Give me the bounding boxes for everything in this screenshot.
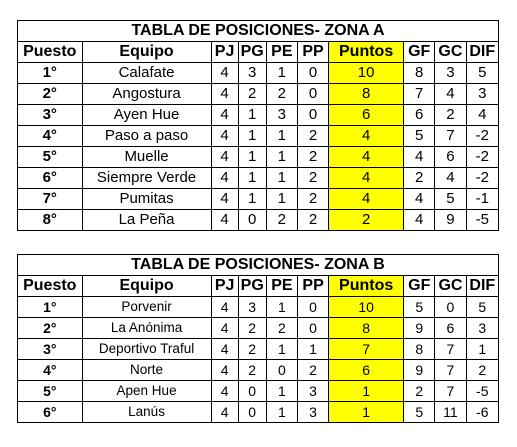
position-cell: 2° (18, 318, 83, 339)
goals-against-cell: 0 (435, 297, 466, 318)
team-name-cell: Calafate (82, 63, 211, 84)
table-row (18, 297, 499, 318)
goals-for-cell: 2 (404, 168, 435, 189)
table-row (18, 360, 499, 381)
goals-against-cell: 5 (435, 189, 466, 210)
header-pe: PE (266, 42, 297, 63)
position-cell: 2° (18, 84, 83, 105)
drawn-cell: 1 (266, 126, 297, 147)
goals-for-cell: 8 (404, 339, 435, 360)
team-name-cell: Pumitas (82, 189, 211, 210)
team-name-cell: La Anónima (82, 318, 211, 339)
lost-cell: 2 (297, 360, 328, 381)
goals-for-cell: 4 (404, 210, 435, 231)
zone-b-title: TABLA DE POSICIONES- ZONA B (18, 255, 499, 276)
points-cell: 1 (329, 402, 404, 423)
lost-cell: 0 (297, 318, 328, 339)
goals-against-cell: 7 (435, 126, 466, 147)
lost-cell: 2 (297, 168, 328, 189)
goals-for-cell: 2 (404, 381, 435, 402)
drawn-cell: 3 (266, 105, 297, 126)
position-cell: 8° (18, 210, 83, 231)
team-name-cell: Muelle (82, 147, 211, 168)
goals-against-cell: 9 (435, 210, 466, 231)
header-gf: GF (404, 42, 435, 63)
goals-against-cell: 3 (435, 63, 466, 84)
standings-table-zone-b (17, 254, 499, 423)
zone-a-title: TABLA DE POSICIONES- ZONA A (18, 21, 499, 42)
goal-difference-cell: 3 (466, 318, 498, 339)
table-row (18, 63, 499, 84)
table-row (18, 126, 499, 147)
played-cell: 4 (211, 126, 238, 147)
drawn-cell: 1 (266, 189, 297, 210)
drawn-cell: 1 (266, 168, 297, 189)
goals-against-cell: 4 (435, 84, 466, 105)
points-cell: 6 (329, 360, 404, 381)
position-cell: 3° (18, 105, 83, 126)
table-row (18, 84, 499, 105)
goal-difference-cell: 5 (466, 63, 498, 84)
goals-against-cell: 7 (435, 381, 466, 402)
played-cell: 4 (211, 360, 238, 381)
points-cell: 10 (329, 63, 404, 84)
lost-cell: 0 (297, 84, 328, 105)
team-name-cell: Lanús (82, 402, 211, 423)
zone-a-title-row (18, 21, 499, 42)
team-name-cell: Ayen Hue (82, 105, 211, 126)
played-cell: 4 (211, 381, 238, 402)
position-cell: 4° (18, 126, 83, 147)
won-cell: 2 (238, 360, 266, 381)
table-row (18, 402, 499, 423)
header-pp: PP (297, 42, 328, 63)
drawn-cell: 2 (266, 318, 297, 339)
position-cell: 6° (18, 402, 83, 423)
header-gc: GC (435, 276, 466, 297)
won-cell: 1 (238, 147, 266, 168)
won-cell: 2 (238, 318, 266, 339)
won-cell: 1 (238, 105, 266, 126)
header-pj: PJ (211, 276, 238, 297)
table-row (18, 168, 499, 189)
points-cell: 8 (329, 318, 404, 339)
goals-against-cell: 6 (435, 318, 466, 339)
standings-table-zone-a (17, 20, 499, 231)
position-cell: 5° (18, 147, 83, 168)
lost-cell: 0 (297, 63, 328, 84)
goals-for-cell: 6 (404, 105, 435, 126)
team-name-cell: Porvenir (82, 297, 211, 318)
zone-a-header-row (18, 42, 499, 63)
won-cell: 3 (238, 63, 266, 84)
goals-for-cell: 8 (404, 63, 435, 84)
goals-for-cell: 5 (404, 402, 435, 423)
position-cell: 4° (18, 360, 83, 381)
goals-for-cell: 9 (404, 318, 435, 339)
header-equipo: Equipo (82, 42, 211, 63)
team-name-cell: Paso a paso (82, 126, 211, 147)
header-puntos: Puntos (329, 42, 404, 63)
team-name-cell: Norte (82, 360, 211, 381)
table-row (18, 147, 499, 168)
points-cell: 7 (329, 339, 404, 360)
points-cell: 1 (329, 381, 404, 402)
drawn-cell: 1 (266, 339, 297, 360)
header-pg: PG (238, 42, 266, 63)
header-pp: PP (297, 276, 328, 297)
team-name-cell: Apen Hue (82, 381, 211, 402)
lost-cell: 2 (297, 126, 328, 147)
team-name-cell: Deportivo Traful (82, 339, 211, 360)
won-cell: 2 (238, 339, 266, 360)
lost-cell: 0 (297, 297, 328, 318)
drawn-cell: 1 (266, 381, 297, 402)
header-pg: PG (238, 276, 266, 297)
goal-difference-cell: 1 (466, 339, 498, 360)
lost-cell: 2 (297, 210, 328, 231)
drawn-cell: 1 (266, 297, 297, 318)
goals-against-cell: 4 (435, 168, 466, 189)
goal-difference-cell: -2 (466, 168, 498, 189)
goals-for-cell: 4 (404, 189, 435, 210)
won-cell: 1 (238, 126, 266, 147)
points-cell: 10 (329, 297, 404, 318)
drawn-cell: 0 (266, 360, 297, 381)
goal-difference-cell: -2 (466, 126, 498, 147)
played-cell: 4 (211, 189, 238, 210)
goal-difference-cell: -1 (466, 189, 498, 210)
played-cell: 4 (211, 210, 238, 231)
played-cell: 4 (211, 339, 238, 360)
goals-for-cell: 5 (404, 126, 435, 147)
position-cell: 3° (18, 339, 83, 360)
points-cell: 8 (329, 84, 404, 105)
zone-a-body (18, 21, 499, 231)
drawn-cell: 1 (266, 147, 297, 168)
points-cell: 4 (329, 147, 404, 168)
drawn-cell: 2 (266, 210, 297, 231)
goal-difference-cell: -6 (466, 402, 498, 423)
header-gf: GF (404, 276, 435, 297)
lost-cell: 3 (297, 402, 328, 423)
team-name-cell: Siempre Verde (82, 168, 211, 189)
points-cell: 6 (329, 105, 404, 126)
lost-cell: 1 (297, 339, 328, 360)
position-cell: 6° (18, 168, 83, 189)
won-cell: 2 (238, 84, 266, 105)
won-cell: 0 (238, 402, 266, 423)
header-puesto: Puesto (18, 276, 83, 297)
goals-against-cell: 7 (435, 360, 466, 381)
lost-cell: 2 (297, 189, 328, 210)
drawn-cell: 2 (266, 84, 297, 105)
played-cell: 4 (211, 84, 238, 105)
drawn-cell: 1 (266, 402, 297, 423)
won-cell: 0 (238, 210, 266, 231)
goals-for-cell: 9 (404, 360, 435, 381)
goals-for-cell: 7 (404, 84, 435, 105)
goal-difference-cell: 5 (466, 297, 498, 318)
won-cell: 0 (238, 381, 266, 402)
goals-against-cell: 11 (435, 402, 466, 423)
position-cell: 7° (18, 189, 83, 210)
position-cell: 1° (18, 63, 83, 84)
points-cell: 2 (329, 210, 404, 231)
zone-b-title-row (18, 255, 499, 276)
position-cell: 5° (18, 381, 83, 402)
team-name-cell: La Peña (82, 210, 211, 231)
played-cell: 4 (211, 402, 238, 423)
header-equipo: Equipo (82, 276, 211, 297)
position-cell: 1° (18, 297, 83, 318)
header-pe: PE (266, 276, 297, 297)
header-dif: DIF (466, 42, 498, 63)
goal-difference-cell: 3 (466, 84, 498, 105)
points-cell: 4 (329, 168, 404, 189)
goals-against-cell: 6 (435, 147, 466, 168)
drawn-cell: 1 (266, 63, 297, 84)
played-cell: 4 (211, 63, 238, 84)
table-row (18, 318, 499, 339)
goals-for-cell: 4 (404, 147, 435, 168)
goals-against-cell: 2 (435, 105, 466, 126)
points-cell: 4 (329, 126, 404, 147)
played-cell: 4 (211, 297, 238, 318)
played-cell: 4 (211, 147, 238, 168)
goal-difference-cell: -2 (466, 147, 498, 168)
goal-difference-cell: 4 (466, 105, 498, 126)
header-puntos: Puntos (329, 276, 404, 297)
header-puesto: Puesto (18, 42, 83, 63)
points-cell: 4 (329, 189, 404, 210)
table-row (18, 210, 499, 231)
zone-b-header-row (18, 276, 499, 297)
table-row (18, 189, 499, 210)
played-cell: 4 (211, 318, 238, 339)
zone-b-body (18, 255, 499, 423)
table-row (18, 339, 499, 360)
goal-difference-cell: -5 (466, 210, 498, 231)
won-cell: 1 (238, 189, 266, 210)
played-cell: 4 (211, 105, 238, 126)
lost-cell: 0 (297, 105, 328, 126)
goal-difference-cell: -5 (466, 381, 498, 402)
lost-cell: 2 (297, 147, 328, 168)
won-cell: 3 (238, 297, 266, 318)
goals-for-cell: 5 (404, 297, 435, 318)
team-name-cell: Angostura (82, 84, 211, 105)
goals-against-cell: 7 (435, 339, 466, 360)
table-row (18, 105, 499, 126)
lost-cell: 3 (297, 381, 328, 402)
header-pj: PJ (211, 42, 238, 63)
goal-difference-cell: 2 (466, 360, 498, 381)
table-row (18, 381, 499, 402)
won-cell: 1 (238, 168, 266, 189)
played-cell: 4 (211, 168, 238, 189)
header-dif: DIF (466, 276, 498, 297)
header-gc: GC (435, 42, 466, 63)
